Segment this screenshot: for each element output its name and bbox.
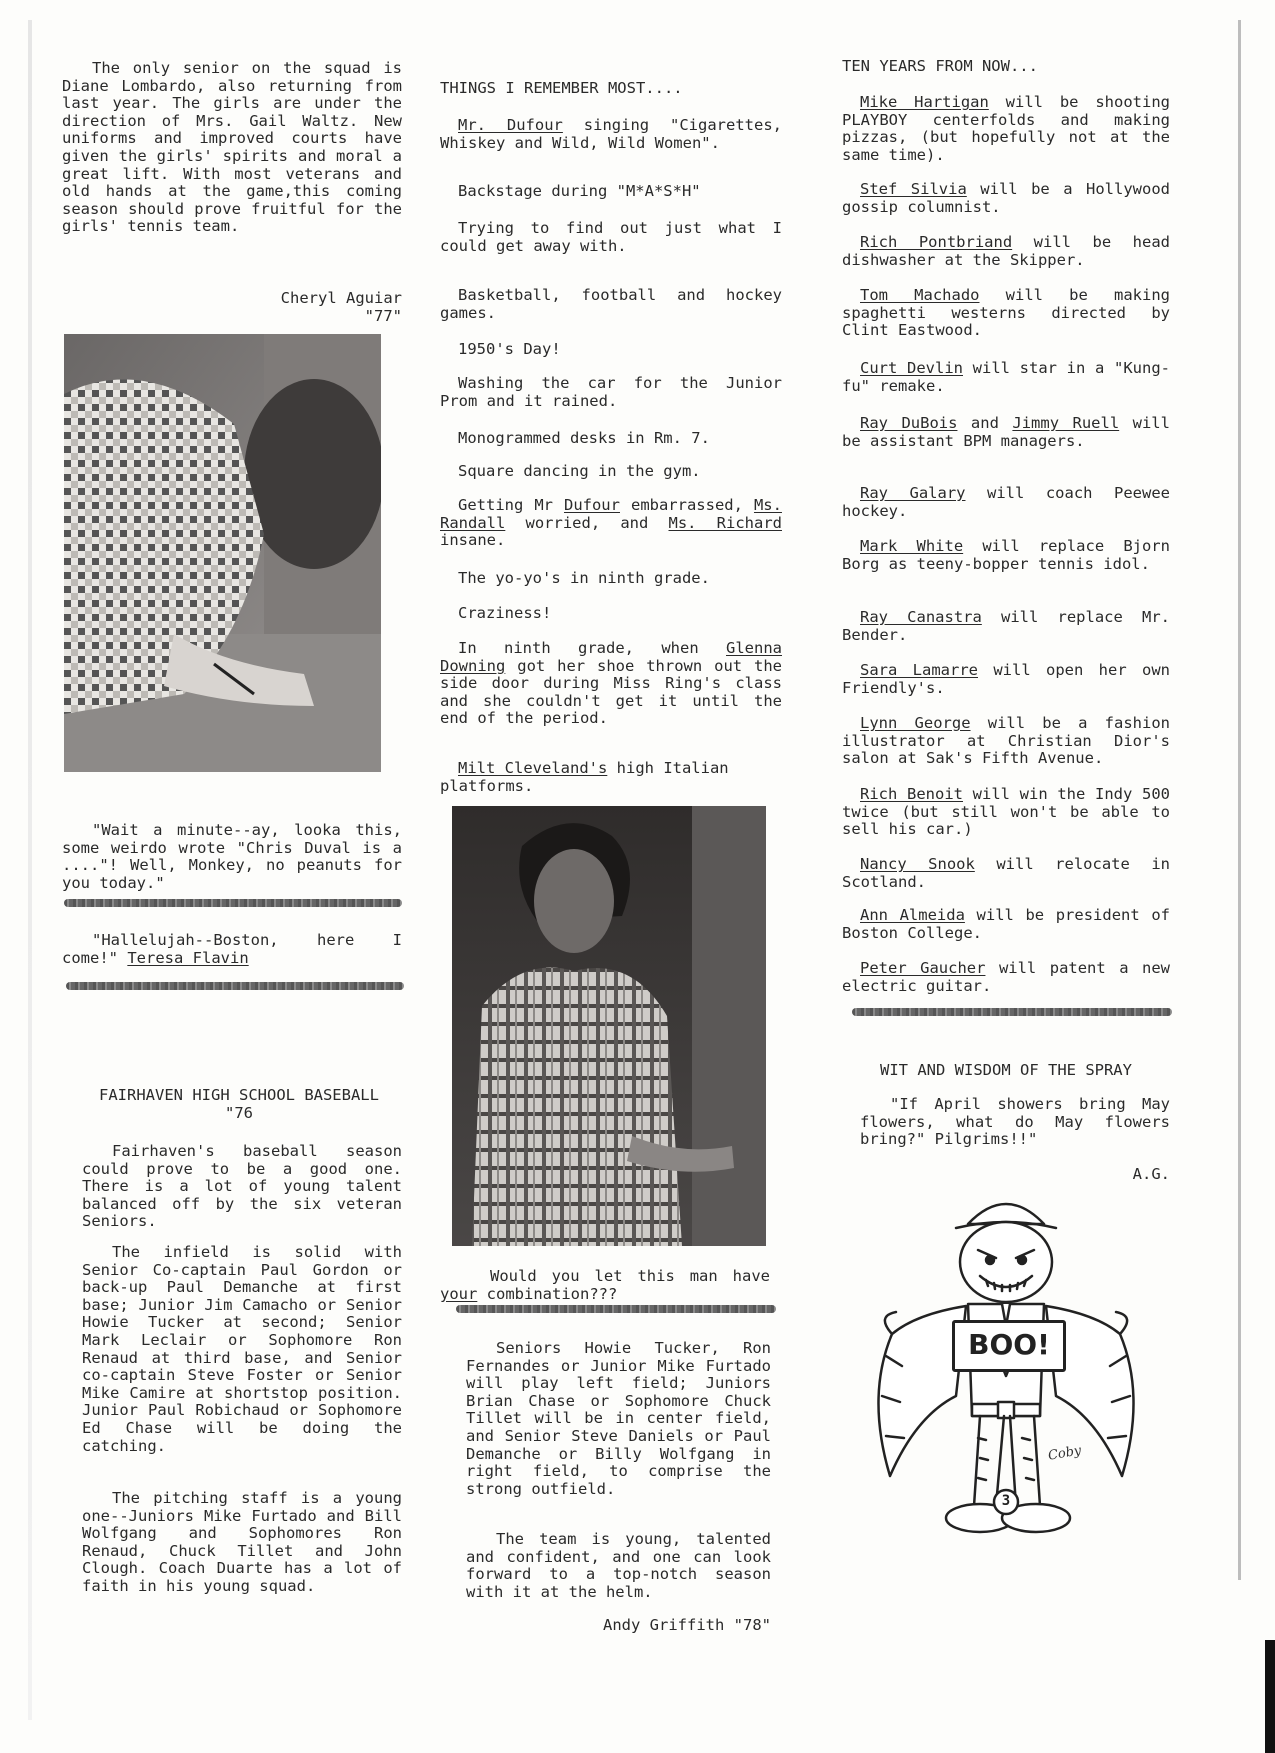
- wit-question: "If April showers bring May flowers, what do May flowers bring?": [860, 1095, 1170, 1149]
- prediction-text: will be head dishwasher at the Skipper.: [842, 233, 1170, 269]
- predictions-heading: TEN YEARS FROM NOW...: [842, 57, 1038, 75]
- prediction-item: [842, 715, 1170, 768]
- divider: [64, 899, 402, 907]
- prediction-item: [842, 538, 1170, 573]
- prediction-item: [842, 786, 1170, 839]
- cartoon-signature: Coby: [1046, 1443, 1083, 1464]
- memory-text: high Italian platforms.: [440, 759, 729, 795]
- scan-edge-shadow: [1265, 1640, 1275, 1753]
- tennis-byline: [62, 290, 402, 325]
- memory-name: Ms. Randall: [440, 496, 782, 532]
- page-edge-left: [28, 20, 32, 1720]
- byline-name: Cheryl Aguiar: [280, 289, 402, 307]
- prediction-text: will replace Mr. Bender.: [842, 608, 1170, 644]
- prediction-text: will be making spaghetti westerns directed by Clint Eastwood.: [842, 286, 1170, 340]
- photo-student-writing: [64, 334, 381, 772]
- prediction-text: will star in a "Kung-fu" remake.: [842, 359, 1170, 395]
- prediction-text: will relocate in Scotland.: [842, 855, 1170, 891]
- baseball-paragraph-1: Fairhaven's baseball season could prove to be a good one. There is a lot of young talent balanced off by the six veteran Seniors.: [82, 1142, 402, 1231]
- memory-text: singing "Cigarettes, Whiskey and Wild, Wild Women".: [440, 116, 782, 152]
- prediction-item: [842, 234, 1170, 269]
- memory-text: embarrassed,: [630, 496, 743, 514]
- memory-name: Milt Cleveland's: [458, 759, 608, 777]
- memory-item: 1950's Day!: [458, 340, 561, 358]
- baseball-title-text: FAIRHAVEN HIGH SCHOOL BASEBALL: [99, 1086, 379, 1104]
- prediction-name: Sara Lamarre: [860, 661, 978, 679]
- prediction-text: will coach Peewee hockey.: [842, 484, 1170, 520]
- prediction-text: will open her own Friendly's.: [842, 661, 1171, 697]
- memory-item: Monogrammed desks in Rm. 7.: [458, 429, 710, 447]
- memory-name: Dufour: [563, 496, 620, 514]
- caption-text: Would you let this man have: [490, 1267, 770, 1285]
- prediction-name: Peter Gaucher: [860, 959, 986, 977]
- baseball-paragraph-3: The pitching staff is a young one--Juniors Mike Furtado and Bill Wolfgang and Sophomores Ron Renaud, Chuck Tillet and John Clough. Coach Duarte has a lot of faith in his young squad.: [82, 1489, 402, 1595]
- memory-name: Ms. Richard: [668, 513, 782, 532]
- quote-name: Teresa Flavin: [127, 948, 249, 967]
- memories-heading: THINGS I REMEMBER MOST....: [440, 79, 683, 97]
- prediction-text: will patent a new electric guitar.: [842, 959, 1170, 995]
- boo-sign: BOO!: [952, 1320, 1066, 1372]
- quote-text: "Hallelujah--Boston, here I come!": [62, 931, 402, 967]
- memory-item: [440, 497, 782, 550]
- prediction-name: Mark White: [860, 537, 964, 555]
- photo-caption: [440, 1268, 770, 1303]
- prediction-name: Jimmy Ruell: [1012, 414, 1120, 432]
- wit-initials: A.G.: [1132, 1165, 1170, 1183]
- wit-heading: WIT AND WISDOM OF THE SPRAY: [880, 1061, 1132, 1079]
- prediction-item: [842, 609, 1170, 644]
- prediction-text: will win the Indy 500 twice (but still won't be able to sell his car.): [842, 785, 1170, 839]
- photo-student-smiling: [452, 806, 766, 1246]
- prediction-item: [842, 287, 1170, 340]
- memory-item: [440, 640, 782, 728]
- memory-text: worried, and: [525, 513, 649, 532]
- memory-text: insane.: [440, 531, 506, 550]
- prediction-text: and: [970, 414, 999, 432]
- prediction-name: Tom Machado: [860, 286, 980, 304]
- divider: [66, 982, 404, 990]
- prediction-text: will be shooting PLAYBOY centerfolds and making pizzas, (but hopefully not at the same time).: [842, 93, 1170, 164]
- photo-caption: "Wait a minute--ay, looka this, some weirdo wrote "Chris Duval is a ...."! Well, Monkey, no peanuts for you today.": [62, 821, 402, 892]
- prediction-item: [842, 960, 1170, 995]
- prediction-name: Nancy Snook: [860, 855, 975, 873]
- page-number: 3: [1001, 1493, 1011, 1509]
- memory-item: Backstage during "M*A*S*H": [458, 182, 701, 200]
- prediction-item: [842, 94, 1170, 164]
- baseball-paragraph-5: The team is young, talented and confident, and one can look forward to a top-notch season with it at the helm.: [466, 1530, 771, 1601]
- prediction-item: [842, 856, 1170, 891]
- prediction-name: Ray Galary: [860, 484, 966, 502]
- cartoon-ghoul-illustration: [856, 1176, 1156, 1556]
- prediction-text: will be assistant BPM managers.: [842, 414, 1170, 450]
- memory-name: Mr. Dufour: [458, 116, 563, 134]
- baseball-paragraph-4: Seniors Howie Tucker, Ron Fernandes or Junior Mike Furtado will play left field; Juniors Brian Chase or Sophomore Chuck Tillet will be in center field, and Senior Steve Daniels or Paul Demanche or Billy Wolfgang in right field, to comprise the strong outfield.: [466, 1339, 771, 1498]
- memory-item: Washing the car for the Junior Prom and it rained.: [440, 374, 782, 410]
- prediction-item: [842, 662, 1170, 697]
- prediction-name: Lynn George: [860, 714, 971, 732]
- memory-item: [440, 760, 782, 795]
- divider: [456, 1305, 776, 1313]
- caption-text: combination???: [486, 1284, 618, 1303]
- prediction-item: [842, 181, 1170, 216]
- prediction-text: will replace Bjorn Borg as teeny-bopper tennis idol.: [842, 537, 1170, 573]
- prediction-name: Ray DuBois: [860, 414, 958, 432]
- prediction-text: will be a Hollywood gossip columnist.: [842, 180, 1170, 216]
- prediction-name: Rich Pontbriand: [860, 233, 1013, 251]
- memory-text: Getting Mr: [458, 496, 553, 514]
- page-edge-right: [1238, 20, 1241, 1580]
- memory-text: In ninth grade, when: [458, 639, 699, 657]
- prediction-name: Stef Silvia: [860, 180, 967, 198]
- prediction-item: [842, 415, 1170, 450]
- prediction-name: Curt Devlin: [860, 359, 963, 377]
- memory-text: got her shoe thrown out the side door during Miss Ring's class and she couldn't get it until the end of the period.: [440, 656, 782, 728]
- memory-name: Glenna Downing: [440, 639, 782, 675]
- baseball-title-year: "76: [225, 1103, 253, 1122]
- baseball-byline: Andy Griffith "78": [603, 1616, 771, 1634]
- baseball-paragraph-2: The infield is solid with Senior Co-captain Paul Gordon or back-up Paul Demanche at first base; Junior Jim Camacho or Senior Howie Tucker at second; Senior Mark Leclair or Sophomore Ron Renaud at third base, and Senior co-captain Steve Foster or Senior Mike Camire at shortstop position. Junior Paul Robichaud or Sophomore Ed Chase will be doing the catching.: [82, 1243, 402, 1455]
- memory-item: Basketball, football and hockey games.: [440, 286, 782, 322]
- memory-item: [440, 117, 782, 152]
- memory-item: The yo-yo's in ninth grade.: [458, 569, 710, 587]
- prediction-text: will be president of Boston College.: [842, 906, 1170, 942]
- prediction-item: [842, 360, 1170, 395]
- divider: [852, 1008, 1172, 1016]
- prediction-name: Mike Hartigan: [860, 93, 989, 111]
- prediction-name: Rich Benoit: [860, 785, 963, 803]
- wit-answer: Pilgrims!!": [934, 1130, 1038, 1149]
- prediction-name: Ray Canastra: [860, 608, 982, 626]
- caption-emphasis: your: [440, 1284, 478, 1303]
- prediction-text: will be a fashion illustrator at Christian Dior's salon at Sak's Fifth Avenue.: [842, 714, 1171, 768]
- tennis-paragraph: The only senior on the squad is Diane Lombardo, also returning from last year. The girls are under the direction of Mrs. Gail Waltz. New uniforms and improved courts have given the girls' spirits and moral a great lift. With most veterans and old hands at the game,this coming season should prove fruitful for the girls' tennis team.: [62, 59, 402, 236]
- wit-quote: [860, 1096, 1170, 1149]
- baseball-title: [76, 1087, 402, 1122]
- byline-year: "77": [364, 306, 402, 325]
- memory-item: Trying to find out just what I could get away with.: [440, 219, 782, 255]
- memory-item: Craziness!: [458, 604, 552, 622]
- prediction-item: [842, 907, 1170, 942]
- quote: [62, 932, 402, 967]
- memory-item: Square dancing in the gym.: [458, 462, 701, 480]
- prediction-item: [842, 485, 1170, 520]
- prediction-name: Ann Almeida: [860, 906, 965, 924]
